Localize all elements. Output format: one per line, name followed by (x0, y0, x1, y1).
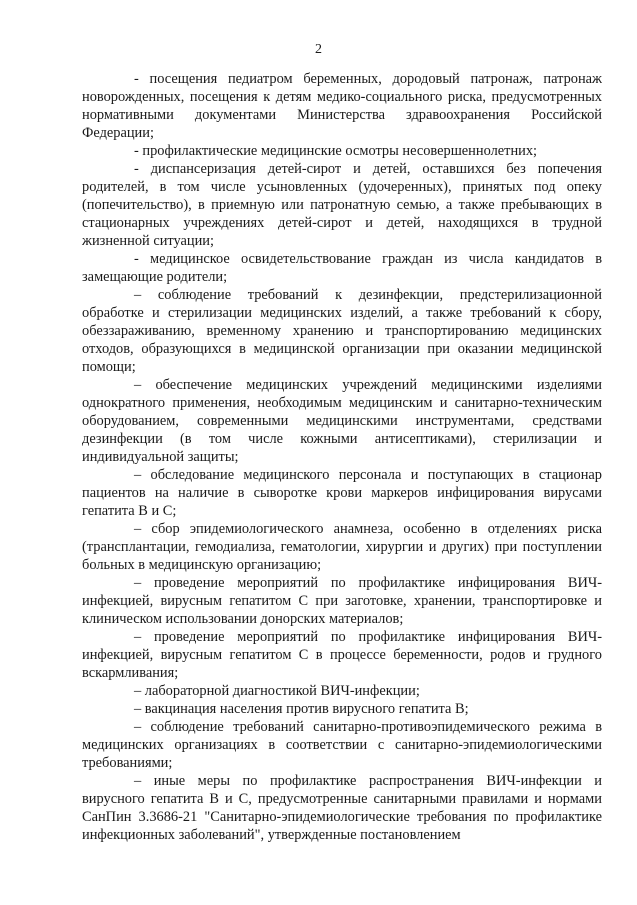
paragraph-pediatric-visits: - посещения педиатром беременных, дородовый патронаж, патронаж новорожденных, посещения к детям медико-социального риска, предусмотренных нормативными документами Министерства здравоохранения Российской Федерации; (82, 71, 602, 141)
paragraph-foster-parent-exam: - медицинское освидетельствование граждан из числа кандидатов в замещающие родители; (82, 251, 602, 285)
paragraph-donor-materials: – проведение мероприятий по профилактике инфицирования ВИЧ-инфекцией, вирусным гепатитом С при заготовке, хранении, транспортировке и клиническом использовании донорских материалов; (82, 575, 602, 627)
paragraph-orphan-dispensary: - диспансеризация детей-сирот и детей, оставшихся без попечения родителей, в том числе усыновленных (удочеренных), принятых под опеку (попечительство), в приемную или патронатную семью, а также пребывающих в стационарных учреждениях детей-сирот и детей, находящихся в трудной жизненной ситуации; (82, 161, 602, 249)
page-number: 2 (315, 42, 322, 57)
paragraph-sanitary-regime: – соблюдение требований санитарно-противоэпидемического режима в медицинских организациях в соответствии с санитарно-эпидемиологическими требованиями; (82, 719, 602, 771)
paragraph-staff-screening: – обследование медицинского персонала и поступающих в стационар пациентов на наличие в сыворотке крови маркеров инфицирования вирусами гепатита В и С; (82, 467, 602, 519)
paragraph-medical-supplies: – обеспечение медицинских учреждений медицинскими изделиями однократного применения, необходимым медицинским и санитарно-техническим оборудованием, современными медицинскими инструментами, средствами дезинфекции (в том числе кожными антисептиками), стерилизации и индивидуальной защиты; (82, 377, 602, 465)
paragraph-preventive-exams: - профилактические медицинские осмотры несовершеннолетних; (134, 143, 538, 159)
document-body (82, 70, 602, 844)
paragraph-pregnancy-prevention: – проведение мероприятий по профилактике инфицирования ВИЧ-инфекцией, вирусным гепатитом С в процессе беременности, родов и грудного вскармливания; (82, 629, 602, 681)
paragraph-epidemiological-history: – сбор эпидемиологического анамнеза, особенно в отделениях риска (трансплантации, гемодиализа, гематологии, хирургии и других) при поступлении больных в медицинскую организацию; (82, 521, 602, 573)
paragraph-hiv-lab-diagnostics: – лабораторной диагностикой ВИЧ-инфекции; (134, 683, 420, 699)
paragraph-disinfection-requirements: – соблюдение требований к дезинфекции, предстерилизационной обработке и стерилизации медицинских изделий, а также требований к сбору, обеззараживанию, временному хранению и транспортированию медицинских отходов, образующихся в медицинской организации при оказании медицинской помощи; (82, 287, 602, 375)
paragraph-hepatitis-b-vaccination: – вакцинация населения против вирусного гепатита В; (134, 701, 469, 717)
paragraph-other-measures: – иные меры по профилактике распространения ВИЧ-инфекции и вирусного гепатита В и С, предусмотренные санитарными правилами и нормами СанПин 3.3686-21 "Санитарно-эпидемиологические требования по профилактике инфекционных заболеваний", утвержденные постановлением (82, 773, 602, 843)
